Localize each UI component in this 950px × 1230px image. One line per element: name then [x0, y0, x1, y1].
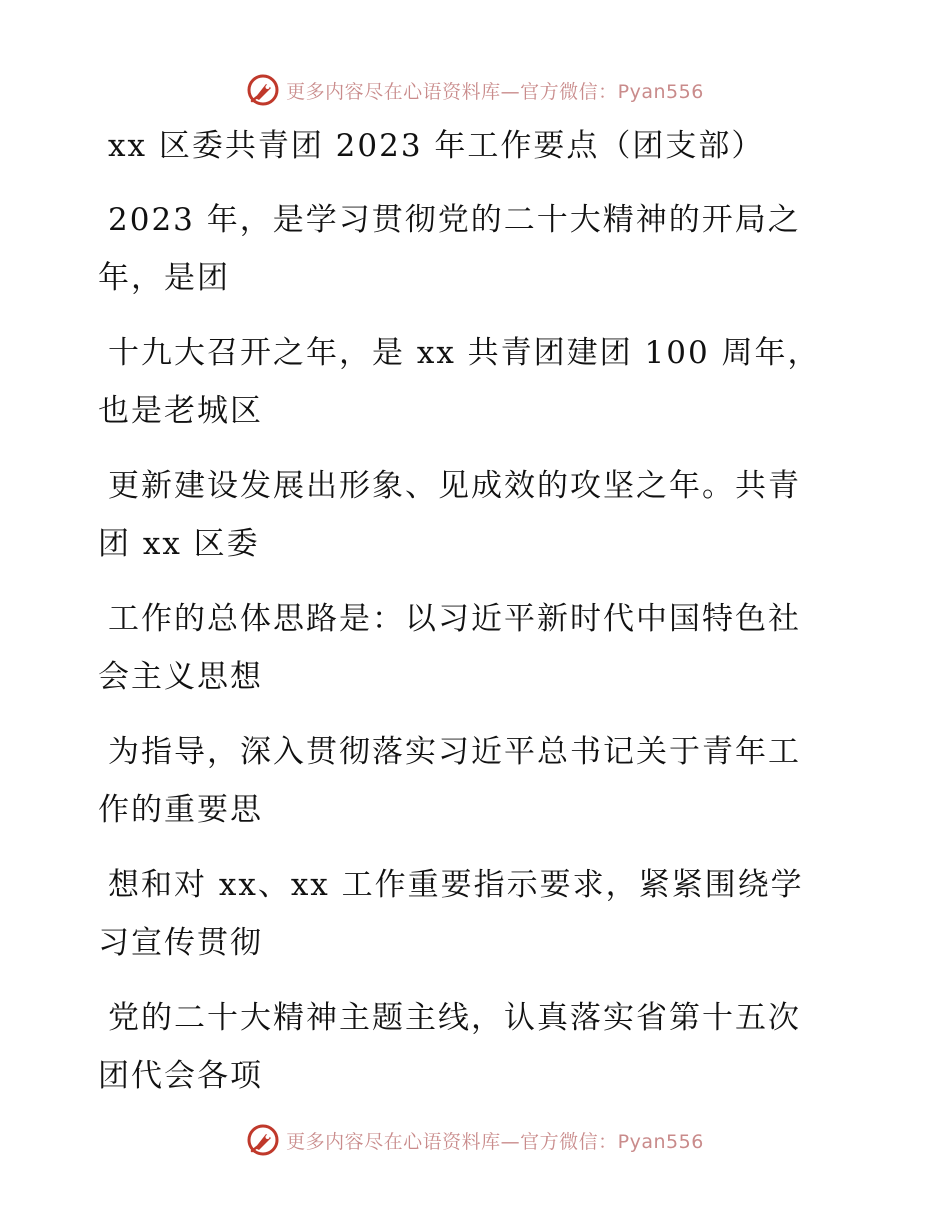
- paragraph-line: 想和对 xx、xx 工作重要指示要求，紧紧围绕学: [108, 867, 804, 903]
- paragraph-line: 团 xx 区委: [98, 526, 260, 562]
- paragraph-line: 会主义思想: [98, 659, 263, 695]
- paragraph-line: 作的重要思: [98, 792, 263, 828]
- paragraph-line: 也是老城区: [98, 393, 263, 429]
- paragraph-line: 为指导，深入贯彻落实习近平总书记关于青年工: [108, 734, 801, 770]
- watermark-text: 更多内容尽在心语资料库—官方微信：Pyan556: [286, 1130, 704, 1153]
- paragraph-line: 年，是团: [98, 260, 230, 296]
- document-title: xx 区委共青团 2023 年工作要点（团支部）: [108, 128, 765, 164]
- pen-nib-logo-icon: [246, 1123, 280, 1157]
- watermark-text: 更多内容尽在心语资料库—官方微信：Pyan556: [286, 80, 704, 103]
- paragraph-line: 更新建设发展出形象、见成效的攻坚之年。共青: [108, 468, 801, 504]
- pen-nib-logo-icon: [246, 73, 280, 107]
- watermark-header: [0, 70, 950, 110]
- paragraph-line: 习宣传贯彻: [98, 925, 263, 961]
- paragraph-line: 工作的总体思路是：以习近平新时代中国特色社: [108, 601, 801, 637]
- watermark-footer: [0, 1120, 950, 1160]
- paragraph-line: 十九大召开之年，是 xx 共青团建团 100 周年，: [108, 335, 821, 371]
- paragraph-line: 党的二十大精神主题主线，认真落实省第十五次: [108, 1000, 801, 1036]
- paragraph-line: 团代会各项: [98, 1058, 263, 1094]
- paragraph-line: 2023 年，是学习贯彻党的二十大精神的开局之: [108, 202, 801, 238]
